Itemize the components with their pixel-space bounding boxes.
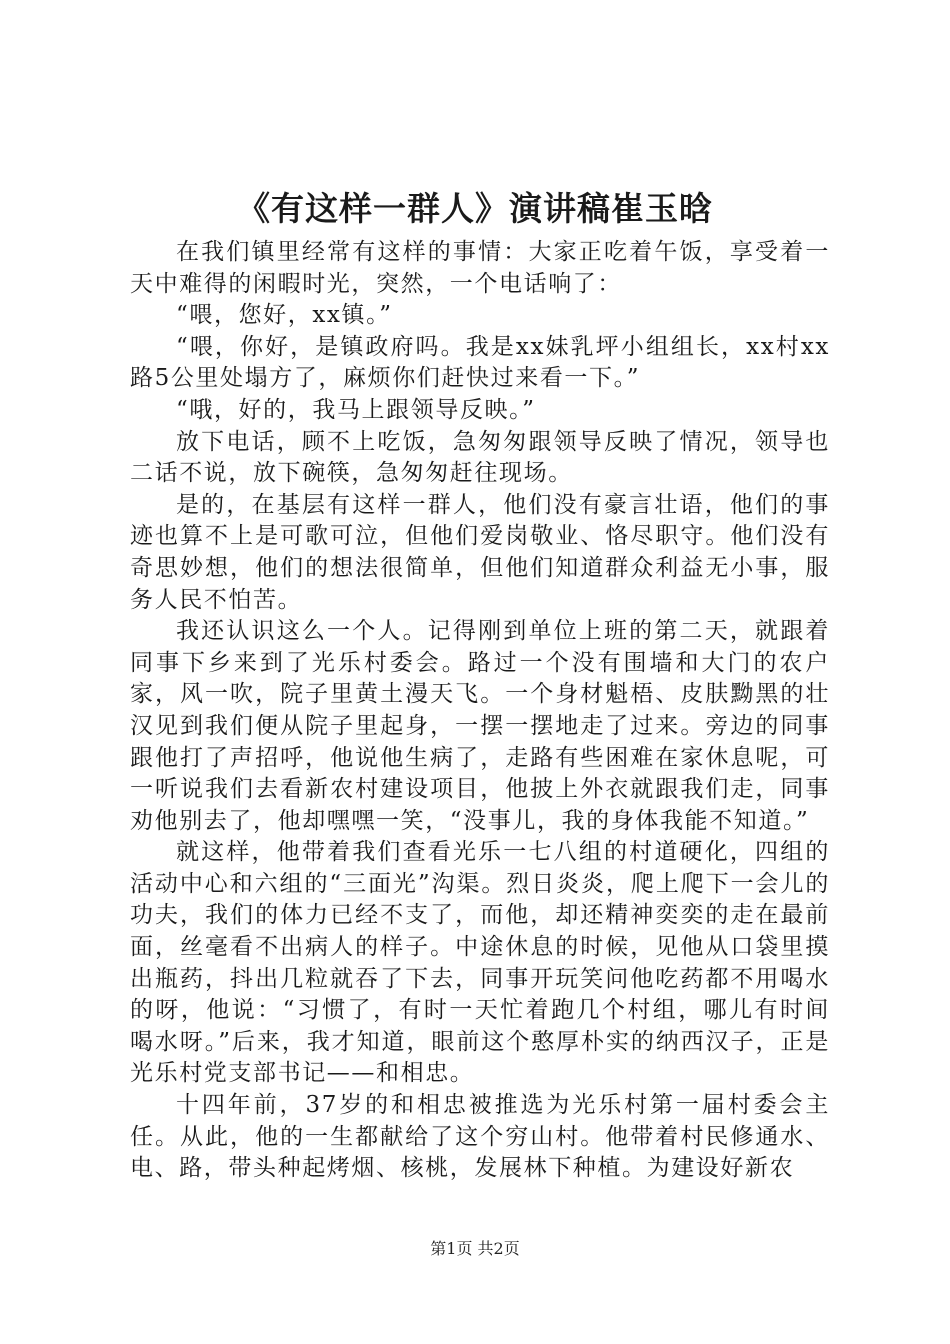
page-number-footer: 第1页 共2页 [430,1239,520,1258]
paragraph-2: “喂，您好，xx镇。” [176,302,393,329]
paragraph-7: 我还认识这么一个人。记得刚到单位上班的第二天，就跟着同事下乡来到了光乐村委会。路过一个没有围墙和大门的农户家，风一吹，院子里黄土漫天飞。一个身材魁梧、皮肤黝黑的壮汉见到我们便从院子里起身，一摆一摆地走了过来。旁边的同事跟他打了声招呼，他说他生病了，走路有些困难在家休息呢，可一听说我们去看新农村建设项目，他披上外衣就跟我们走，同事劝他别去了，他却嘿嘿一笑，“没事儿，我的身体我能不知道。” [130,618,830,834]
paragraph-6: 是的，在基层有这样一群人，他们没有豪言壮语，他们的事迹也算不上是可歌可泣，但他们爱岗敬业、恪尽职守。他们没有奇思妙想，他们的想法很简单，但他们知道群众利益无小事，服务人民不怕苦。 [130,491,830,613]
document-body [130,237,830,1185]
paragraph-5: 放下电话，顾不上吃饭，急匆匆跟领导反映了情况，领导也二话不说，放下碗筷，急匆匆赶往现场。 [130,428,830,487]
paragraph-8: 就这样，他带着我们查看光乐一七八组的村道硬化，四组的活动中心和六组的“三面光”沟渠。烈日炎炎，爬上爬下一会儿的功夫，我们的体力已经不支了，而他，却还精神奕奕的走在最前面，丝毫看不出病人的样子。中途休息的时候，见他从口袋里摸出瓶药，抖出几粒就吞了下去，同事开玩笑问他吃药都不用喝水的呀，他说：“习惯了，有时一天忙着跑几个村组，哪儿有时间喝水呀。”后来，我才知道，眼前这个憨厚朴实的纳西汉子，正是光乐村党支部书记——和相忠。 [130,839,830,1087]
paragraph-9: 十四年前，37岁的和相忠被推选为光乐村第一届村委会主任。从此，他的一生都献给了这个穷山村。他带着村民修通水、电、路，带头种起烤烟、核桃，发展林下种植。为建设好新农 [130,1092,830,1182]
paragraph-4: “哦，好的，我马上跟领导反映。” [176,396,536,423]
paragraph-3: “喂，你好，是镇政府吗。我是xx妹乳坪小组组长，xx村xx路5公里处塌方了，麻烦你们赶快过来看一下。” [130,333,830,392]
paragraph-1: 在我们镇里经常有这样的事情：大家正吃着午饭，享受着一天中难得的闲暇时光，突然，一个电话响了： [130,239,830,297]
document-title: 《有这样一群人》演讲稿崔玉晗 [237,189,713,228]
